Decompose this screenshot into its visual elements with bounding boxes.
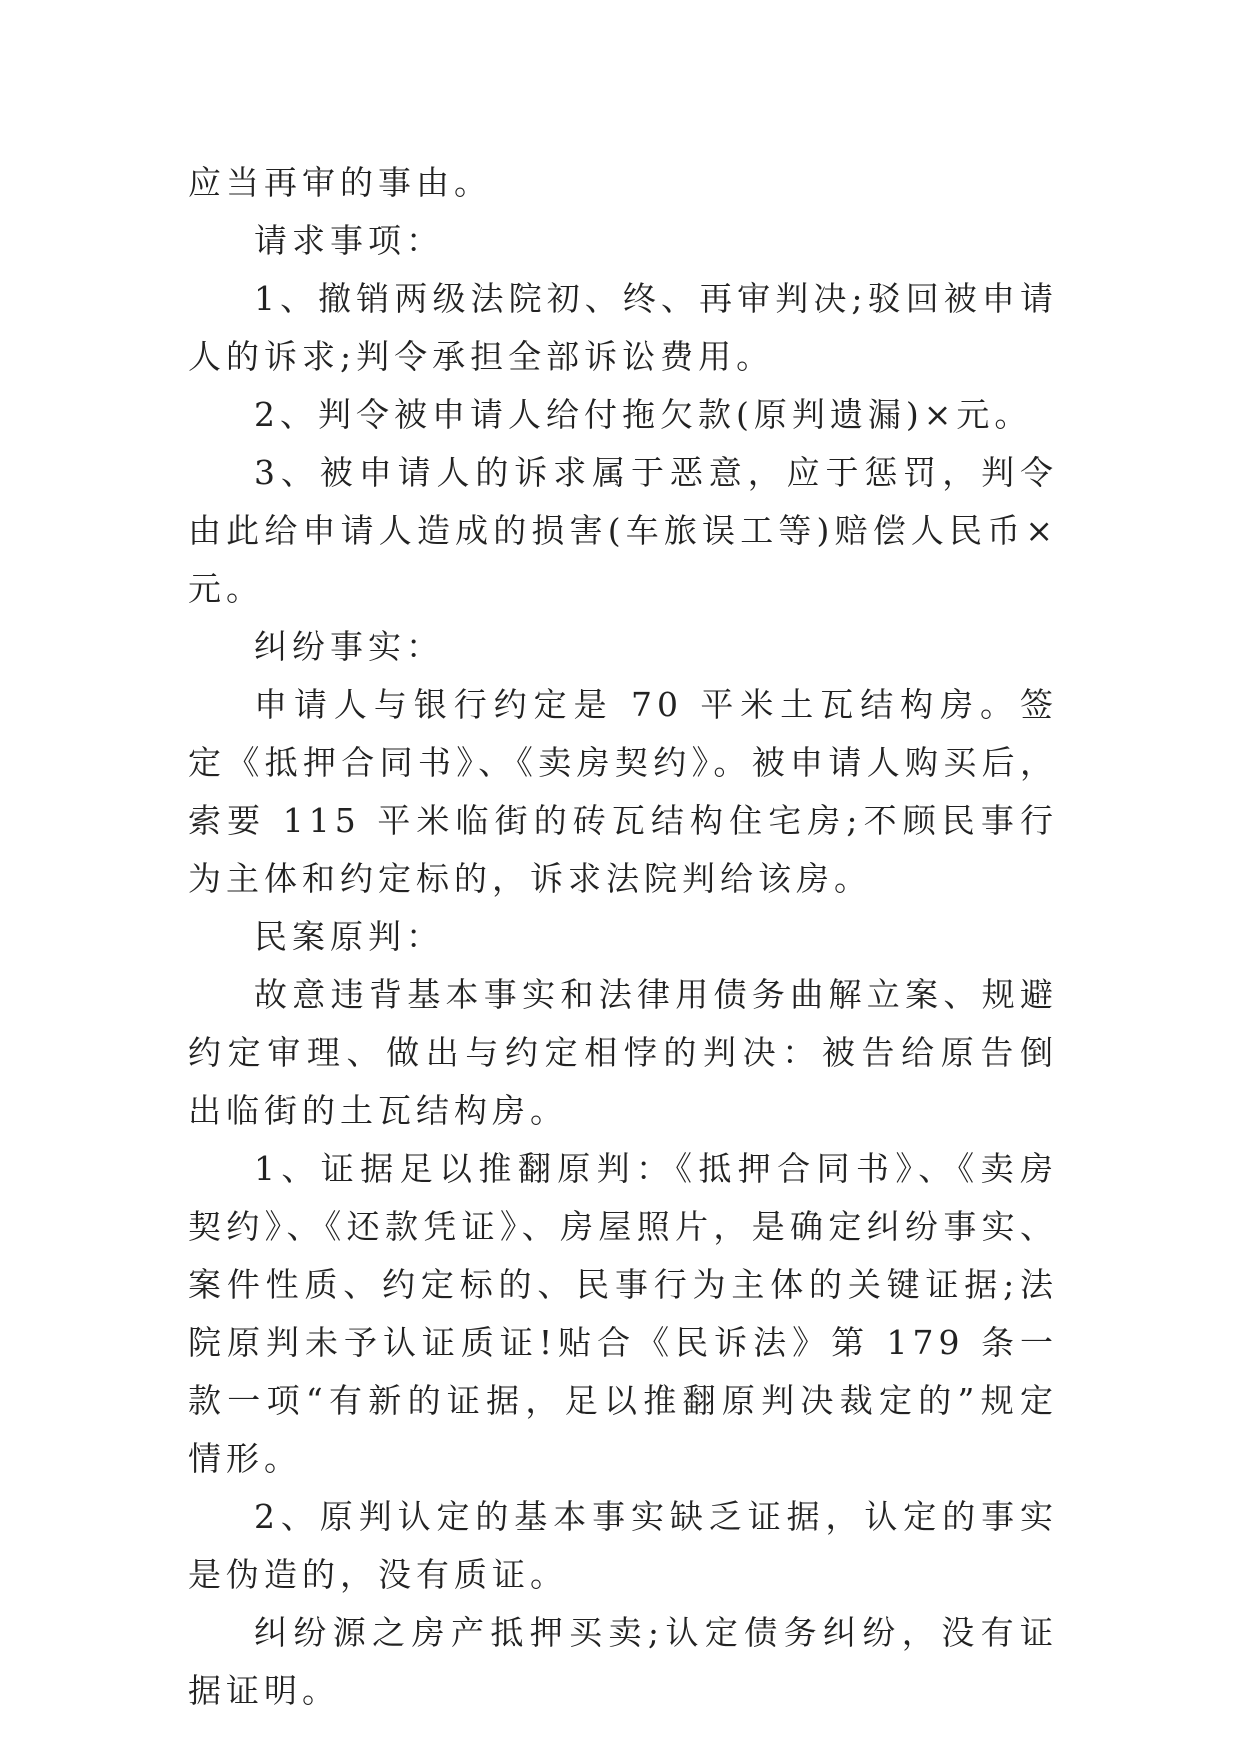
section-heading-facts: 纠纷事实： bbox=[254, 627, 444, 666]
paragraph: 应当再审的事由。 bbox=[188, 163, 492, 202]
paragraph: 2、原判认定的基本事实缺乏证据，认定的事实是伪造的，没有质证。 bbox=[188, 1497, 1058, 1594]
paragraph: 3、被申请人的诉求属于恶意，应于惩罚，判令由此给申请人造成的损害(车旅误工等)赔偿人民币×元。 bbox=[188, 453, 1058, 608]
paragraph: 1、撤销两级法院初、终、再审判决;驳回被申请人的诉求;判令承担全部诉讼费用。 bbox=[188, 279, 1058, 376]
document-body bbox=[188, 154, 1058, 1720]
section-heading-requests: 请求事项： bbox=[254, 221, 444, 260]
paragraph: 1、证据足以推翻原判：《抵押合同书》、《卖房契约》、《还款凭证》、房屋照片，是确定纠纷事实、案件性质、约定标的、民事行为主体的关键证据;法院原判未予认证质证!贴合《民诉法》第 179 条一款一项“有新的证据，足以推翻原判决裁定的”规定情形。 bbox=[188, 1149, 1058, 1478]
paragraph: 申请人与银行约定是 70 平米土瓦结构房。签定《抵押合同书》、《卖房契约》。被申请人购买后，索要 115 平米临街的砖瓦结构住宅房;不顾民事行为主体和约定标的，诉求法院判给该房。 bbox=[188, 685, 1058, 898]
paragraph: 故意违背基本事实和法律用债务曲解立案、规避约定审理、做出与约定相悖的判决：被告给原告倒出临街的土瓦结构房。 bbox=[188, 975, 1058, 1130]
paragraph: 2、判令被申请人给付拖欠款(原判遗漏)×元。 bbox=[254, 395, 1033, 434]
paragraph: 纠纷源之房产抵押买卖;认定债务纠纷，没有证据证明。 bbox=[188, 1613, 1058, 1710]
section-heading-original-judgment: 民案原判： bbox=[254, 917, 444, 956]
